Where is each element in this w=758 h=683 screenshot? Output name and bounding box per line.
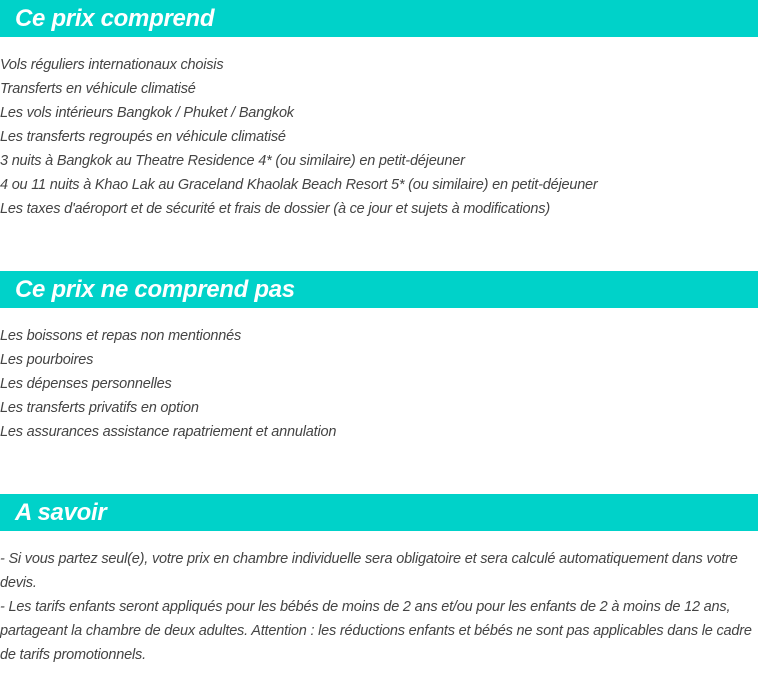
list-item: Les assurances assistance rapatriement et annulation (0, 424, 337, 440)
info-paragraph-child-rates: - Les tarifs enfants seront appliqués pour les bébés de moins de 2 ans et/ou pour les enfants de 2 à moins de 12 ans, partageant la chambre de deux adultes. Attention : les réductions enfants et bébés ne sont pas applicables dans le cadre de tarifs promotionnels. (0, 599, 752, 663)
list-item: Les vols intérieurs Bangkok / Phuket / Bangkok (0, 105, 294, 121)
section-title-good-to-know: A savoir (0, 494, 758, 531)
section-price-includes (0, 0, 758, 221)
list-item: Transferts en véhicule climatisé (0, 81, 196, 97)
price-includes-list (0, 53, 758, 221)
list-item: Les dépenses personnelles (0, 376, 172, 392)
info-paragraph-single-room: - Si vous partez seul(e), votre prix en chambre individuelle sera obligatoire et sera calculé automatiquement dans votre devis. (0, 551, 738, 591)
list-item: Vols réguliers internationaux choisis (0, 57, 224, 73)
list-item: 3 nuits à Bangkok au Theatre Residence 4* (ou similaire) en petit-déjeuner (0, 153, 465, 169)
list-item: 4 ou 11 nuits à Khao Lak au Graceland Khaolak Beach Resort 5* (ou similaire) en petit-déjeuner (0, 177, 598, 193)
list-item: Les transferts regroupés en véhicule climatisé (0, 129, 286, 145)
list-item: Les transferts privatifs en option (0, 400, 199, 416)
section-title-price-includes: Ce prix comprend (0, 0, 758, 37)
section-title-price-excludes: Ce prix ne comprend pas (0, 271, 758, 308)
section-price-excludes (0, 271, 758, 444)
list-item: Les pourboires (0, 352, 94, 368)
section-good-to-know (0, 494, 758, 667)
list-item: Les taxes d'aéroport et de sécurité et frais de dossier (à ce jour et sujets à modifications) (0, 201, 550, 217)
list-item: Les boissons et repas non mentionnés (0, 328, 242, 344)
price-excludes-list (0, 324, 758, 444)
good-to-know-content (0, 547, 758, 667)
